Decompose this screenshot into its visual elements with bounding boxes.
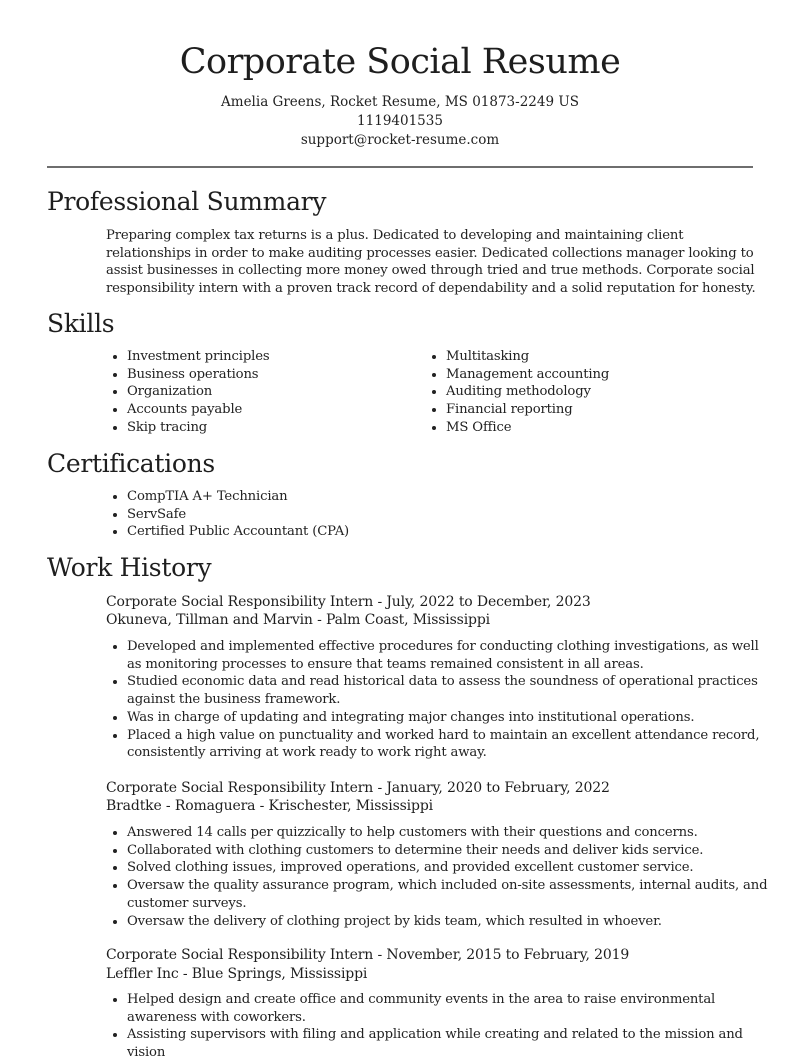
summary-text: Preparing complex tax returns is a plus. Dedicated to developing and maintaining client relationships in order to make auditing processes easier. Dedicated collections manager looking to assist businesses in collecting more money owed through tried and true methods. Corporate social responsibility intern with a proven track record of dependability and a solid reputation for honesty.	[106, 228, 756, 297]
job-bullet: • Developed and implemented effective procedures for conducting clothing investigations, as well as monitoring processes to ensure that teams remained consistent in all areas.	[127, 638, 777, 673]
skill-item: • Auditing methodology	[446, 383, 746, 401]
contact-phone: 1119401535	[357, 113, 443, 129]
job-bullet: • Assisting supervisors with filing and application while creating and related to the mission and vision	[127, 1026, 777, 1061]
certification-item: • ServSafe	[127, 506, 767, 524]
job-company-location: Bradtke - Romaguera - Krischester, Mississippi	[106, 798, 433, 814]
job-title-dates: Corporate Social Responsibility Intern - July, 2022 to December, 2023	[106, 594, 591, 610]
skill-item: • Investment principles	[127, 348, 417, 366]
job-company-location: Leffler Inc - Blue Springs, Mississippi	[106, 966, 368, 982]
skills-list-left	[106, 348, 417, 437]
job-bullets	[106, 824, 777, 930]
resume-title: Corporate Social Resume	[179, 42, 621, 82]
job-bullets	[106, 991, 777, 1062]
job-bullet: • Placed a high value on punctuality and worked hard to maintain an excellent attendance record, consistently arriving at work ready to work right away.	[127, 727, 777, 762]
job-bullets	[106, 638, 777, 762]
certification-item: • Certified Public Accountant (CPA)	[127, 523, 767, 541]
job-title-dates: Corporate Social Responsibility Intern - January, 2020 to February, 2022	[106, 780, 610, 796]
skill-item: • MS Office	[446, 419, 746, 437]
skill-item: • Organization	[127, 383, 417, 401]
skills-list-right	[425, 348, 746, 437]
skills-heading: Skills	[47, 309, 115, 338]
job-company-location: Okuneva, Tillman and Marvin - Palm Coast, Mississippi	[106, 612, 490, 628]
summary-heading: Professional Summary	[47, 187, 327, 216]
skill-item: • Skip tracing	[127, 419, 417, 437]
certifications-list	[106, 488, 767, 541]
job-bullet: • Studied economic data and read historical data to assess the soundness of operational practices against the business framework.	[127, 673, 777, 708]
job-bullet: • Was in charge of updating and integrating major changes into institutional operations.	[127, 709, 777, 727]
job-bullet: • Oversaw the quality assurance program, which included on-site assessments, internal audits, and customer surveys.	[127, 877, 777, 912]
skill-item: • Multitasking	[446, 348, 746, 366]
job-bullet: • Solved clothing issues, improved operations, and provided excellent customer service.	[127, 859, 777, 877]
header-divider	[47, 166, 753, 168]
contact-email: support@rocket-resume.com	[300, 132, 500, 148]
certifications-heading: Certifications	[47, 449, 215, 478]
skill-item: • Accounts payable	[127, 401, 417, 419]
skill-item: • Business operations	[127, 366, 417, 384]
certification-item: • CompTIA A+ Technician	[127, 488, 767, 506]
job-bullet: • Answered 14 calls per quizzically to help customers with their questions and concerns.	[127, 824, 777, 842]
contact-address: Amelia Greens, Rocket Resume, MS 01873-2249 US	[221, 94, 579, 110]
job-bullet: • Collaborated with clothing customers to determine their needs and deliver kids service.	[127, 842, 777, 860]
skill-item: • Financial reporting	[446, 401, 746, 419]
job-title-dates: Corporate Social Responsibility Intern - November, 2015 to February, 2019	[106, 947, 630, 963]
work-history-heading: Work History	[47, 553, 212, 582]
job-bullet: • Oversaw the delivery of clothing project by kids team, which resulted in whoever.	[127, 913, 777, 931]
job-bullet: • Helped design and create office and community events in the area to raise environmental awareness with coworkers.	[127, 991, 777, 1026]
skill-item: • Management accounting	[446, 366, 746, 384]
